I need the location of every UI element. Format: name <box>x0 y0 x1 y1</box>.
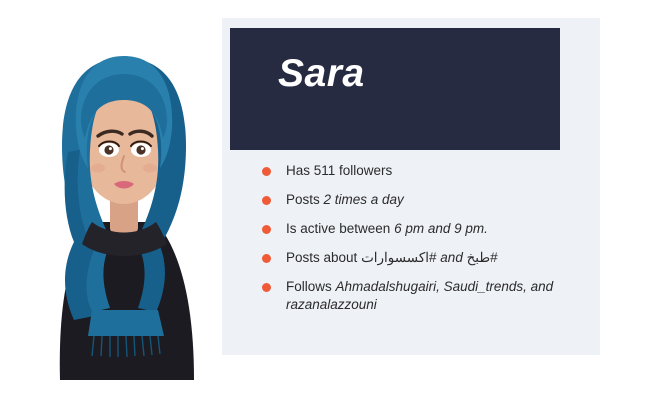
bullet-dot-icon <box>262 167 271 176</box>
attribute-followers: Has 511 followers <box>286 163 393 178</box>
list-item <box>262 278 592 314</box>
bullet-dot-icon <box>262 196 271 205</box>
attribute-topics: Posts about #اكسسوارات and #طبخ <box>286 250 498 265</box>
bullet-dot-icon <box>262 225 271 234</box>
attribute-active-hours: Is active between 6 pm and 9 pm. <box>286 221 488 236</box>
attribute-posting-frequency: Posts 2 times a day <box>286 192 404 207</box>
list-item <box>262 249 592 267</box>
name-banner <box>230 28 560 150</box>
persona-attribute-list <box>262 162 592 325</box>
avatar-illustration <box>18 0 228 380</box>
list-item <box>262 220 592 238</box>
bullet-dot-icon <box>262 254 271 263</box>
list-item <box>262 162 592 180</box>
avatar <box>18 0 228 380</box>
bullet-dot-icon <box>262 283 271 292</box>
attribute-follows: Follows Ahmadalshugairi, Saudi_trends, and razanalazzouni <box>286 279 554 312</box>
persona-name: Sara <box>278 52 365 95</box>
list-item <box>262 191 592 209</box>
